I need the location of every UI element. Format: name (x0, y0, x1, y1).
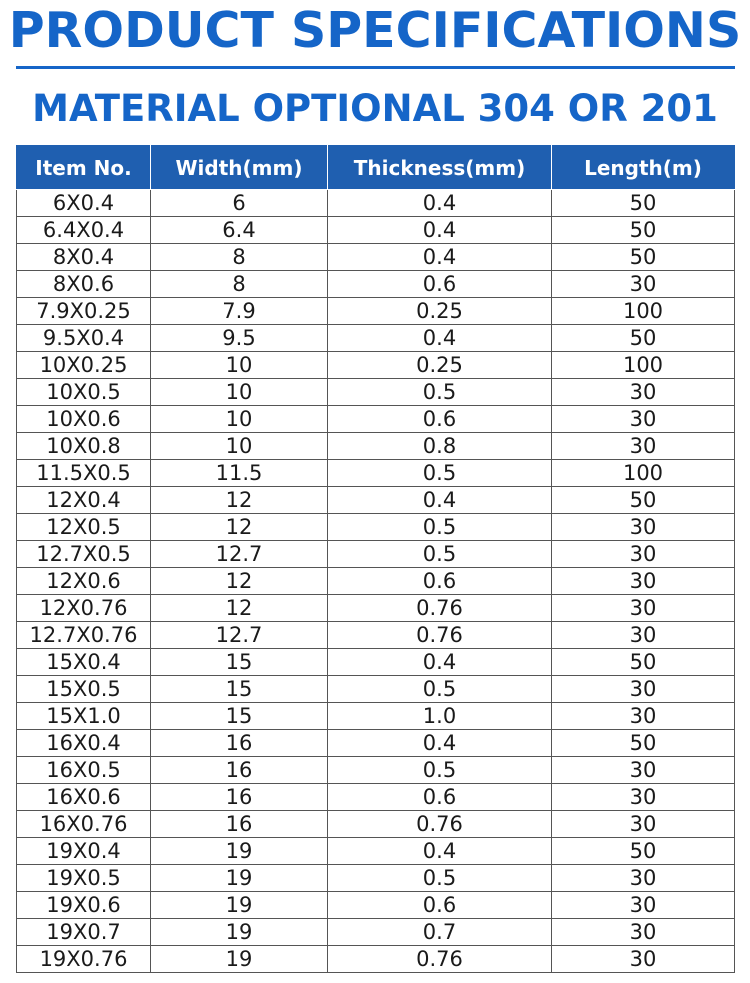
length-cell: 50 (552, 730, 735, 757)
thickness-cell: 0.5 (328, 541, 552, 568)
width-cell: 19 (151, 892, 328, 919)
thickness-cell: 0.76 (328, 946, 552, 973)
table-row (17, 676, 735, 703)
item-no-cell: 16X0.6 (17, 784, 151, 811)
table-row (17, 838, 735, 865)
item-no-cell: 15X1.0 (17, 703, 151, 730)
table-row (17, 514, 735, 541)
table-row (17, 541, 735, 568)
width-cell: 10 (151, 433, 328, 460)
header-width: Width(mm) (151, 146, 328, 190)
item-no-cell: 16X0.5 (17, 757, 151, 784)
thickness-cell: 0.4 (328, 325, 552, 352)
specifications-table (16, 145, 735, 973)
length-cell: 50 (552, 649, 735, 676)
title-divider (16, 66, 735, 69)
length-cell: 50 (552, 487, 735, 514)
table-row (17, 433, 735, 460)
thickness-cell: 0.6 (328, 892, 552, 919)
width-cell: 12 (151, 595, 328, 622)
table-row (17, 568, 735, 595)
thickness-cell: 0.5 (328, 865, 552, 892)
table-row (17, 784, 735, 811)
thickness-cell: 0.6 (328, 406, 552, 433)
length-cell: 50 (552, 325, 735, 352)
thickness-cell: 0.5 (328, 379, 552, 406)
length-cell: 100 (552, 352, 735, 379)
item-no-cell: 16X0.76 (17, 811, 151, 838)
thickness-cell: 0.6 (328, 784, 552, 811)
table-row (17, 865, 735, 892)
width-cell: 11.5 (151, 460, 328, 487)
table-body (17, 190, 735, 973)
length-cell: 30 (552, 757, 735, 784)
material-subtitle: MATERIAL OPTIONAL 304 OR 201 (32, 87, 718, 130)
thickness-cell: 0.76 (328, 595, 552, 622)
length-cell: 100 (552, 460, 735, 487)
thickness-cell: 0.25 (328, 352, 552, 379)
length-cell: 30 (552, 271, 735, 298)
thickness-cell: 0.5 (328, 676, 552, 703)
item-no-cell: 19X0.6 (17, 892, 151, 919)
thickness-cell: 0.6 (328, 271, 552, 298)
item-no-cell: 12X0.6 (17, 568, 151, 595)
item-no-cell: 12.7X0.5 (17, 541, 151, 568)
thickness-cell: 0.76 (328, 811, 552, 838)
table-row (17, 919, 735, 946)
item-no-cell: 12X0.5 (17, 514, 151, 541)
thickness-cell: 1.0 (328, 703, 552, 730)
width-cell: 8 (151, 271, 328, 298)
length-cell: 30 (552, 379, 735, 406)
table-row (17, 298, 735, 325)
header-length: Length(m) (552, 146, 735, 190)
width-cell: 12 (151, 514, 328, 541)
thickness-cell: 0.76 (328, 622, 552, 649)
item-no-cell: 15X0.4 (17, 649, 151, 676)
width-cell: 16 (151, 730, 328, 757)
length-cell: 30 (552, 703, 735, 730)
width-cell: 16 (151, 757, 328, 784)
length-cell: 50 (552, 838, 735, 865)
table-row (17, 730, 735, 757)
table-row (17, 487, 735, 514)
table-row (17, 379, 735, 406)
item-no-cell: 10X0.5 (17, 379, 151, 406)
width-cell: 7.9 (151, 298, 328, 325)
item-no-cell: 10X0.25 (17, 352, 151, 379)
item-no-cell: 19X0.76 (17, 946, 151, 973)
item-no-cell: 16X0.4 (17, 730, 151, 757)
thickness-cell: 0.4 (328, 190, 552, 217)
thickness-cell: 0.5 (328, 460, 552, 487)
width-cell: 9.5 (151, 325, 328, 352)
thickness-cell: 0.7 (328, 919, 552, 946)
length-cell: 50 (552, 244, 735, 271)
table-row (17, 217, 735, 244)
header-item-no: Item No. (17, 146, 151, 190)
thickness-cell: 0.5 (328, 757, 552, 784)
table-row (17, 271, 735, 298)
width-cell: 6 (151, 190, 328, 217)
table-row (17, 649, 735, 676)
length-cell: 30 (552, 433, 735, 460)
length-cell: 30 (552, 676, 735, 703)
table-row (17, 406, 735, 433)
width-cell: 15 (151, 649, 328, 676)
width-cell: 10 (151, 352, 328, 379)
thickness-cell: 0.4 (328, 487, 552, 514)
length-cell: 30 (552, 568, 735, 595)
table-row (17, 244, 735, 271)
table-row (17, 595, 735, 622)
width-cell: 16 (151, 811, 328, 838)
item-no-cell: 8X0.6 (17, 271, 151, 298)
width-cell: 19 (151, 919, 328, 946)
length-cell: 30 (552, 811, 735, 838)
thickness-cell: 0.4 (328, 217, 552, 244)
width-cell: 12 (151, 568, 328, 595)
thickness-cell: 0.6 (328, 568, 552, 595)
length-cell: 30 (552, 865, 735, 892)
table-row (17, 757, 735, 784)
width-cell: 10 (151, 406, 328, 433)
table-row (17, 811, 735, 838)
length-cell: 30 (552, 892, 735, 919)
table-row (17, 703, 735, 730)
thickness-cell: 0.4 (328, 244, 552, 271)
width-cell: 12.7 (151, 622, 328, 649)
page-title: PRODUCT SPECIFICATIONS (8, 2, 742, 59)
table-row (17, 190, 735, 217)
item-no-cell: 8X0.4 (17, 244, 151, 271)
table-row (17, 325, 735, 352)
header-thickness: Thickness(mm) (328, 146, 552, 190)
thickness-cell: 0.5 (328, 514, 552, 541)
item-no-cell: 7.9X0.25 (17, 298, 151, 325)
width-cell: 15 (151, 703, 328, 730)
item-no-cell: 12X0.76 (17, 595, 151, 622)
width-cell: 19 (151, 838, 328, 865)
item-no-cell: 6.4X0.4 (17, 217, 151, 244)
width-cell: 19 (151, 865, 328, 892)
table-row (17, 892, 735, 919)
item-no-cell: 12X0.4 (17, 487, 151, 514)
width-cell: 8 (151, 244, 328, 271)
item-no-cell: 10X0.6 (17, 406, 151, 433)
thickness-cell: 0.25 (328, 298, 552, 325)
width-cell: 12.7 (151, 541, 328, 568)
thickness-cell: 0.8 (328, 433, 552, 460)
length-cell: 30 (552, 784, 735, 811)
length-cell: 30 (552, 622, 735, 649)
length-cell: 30 (552, 406, 735, 433)
table-row (17, 622, 735, 649)
item-no-cell: 11.5X0.5 (17, 460, 151, 487)
thickness-cell: 0.4 (328, 838, 552, 865)
table-row (17, 460, 735, 487)
length-cell: 50 (552, 217, 735, 244)
width-cell: 6.4 (151, 217, 328, 244)
thickness-cell: 0.4 (328, 730, 552, 757)
width-cell: 10 (151, 379, 328, 406)
item-no-cell: 15X0.5 (17, 676, 151, 703)
width-cell: 16 (151, 784, 328, 811)
item-no-cell: 9.5X0.4 (17, 325, 151, 352)
length-cell: 30 (552, 514, 735, 541)
table-row (17, 946, 735, 973)
length-cell: 100 (552, 298, 735, 325)
length-cell: 30 (552, 595, 735, 622)
item-no-cell: 19X0.4 (17, 838, 151, 865)
length-cell: 50 (552, 190, 735, 217)
item-no-cell: 19X0.7 (17, 919, 151, 946)
item-no-cell: 12.7X0.76 (17, 622, 151, 649)
length-cell: 30 (552, 919, 735, 946)
table-row (17, 352, 735, 379)
width-cell: 12 (151, 487, 328, 514)
item-no-cell: 6X0.4 (17, 190, 151, 217)
thickness-cell: 0.4 (328, 649, 552, 676)
width-cell: 15 (151, 676, 328, 703)
length-cell: 30 (552, 946, 735, 973)
width-cell: 19 (151, 946, 328, 973)
length-cell: 30 (552, 541, 735, 568)
item-no-cell: 19X0.5 (17, 865, 151, 892)
item-no-cell: 10X0.8 (17, 433, 151, 460)
table-header-row (17, 146, 735, 190)
